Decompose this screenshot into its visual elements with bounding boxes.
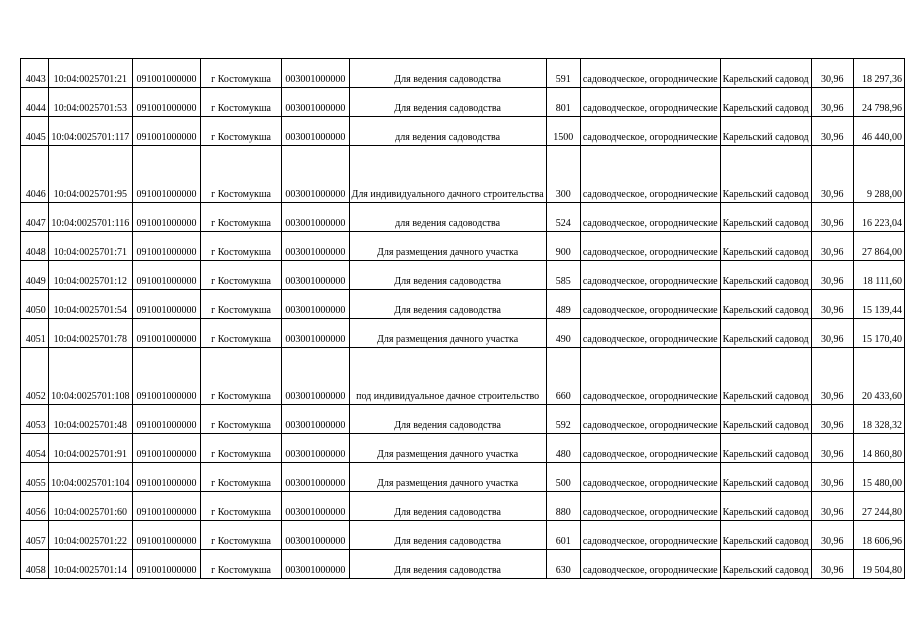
cadastral-value-cell: 9 288,00: [853, 146, 904, 203]
table-row: [21, 290, 905, 319]
plot-area-cell: 500: [546, 463, 580, 492]
land-category-cell: садоводческое, огороднические: [580, 319, 720, 348]
oktmo-code-cell: 003001000000: [282, 261, 349, 290]
cadastral-number-cell: 10:04:0025701:60: [48, 492, 132, 521]
row-number-cell: 4050: [21, 290, 49, 319]
cadastral-value-cell: 18 297,36: [853, 59, 904, 88]
oktmo-code-cell: 003001000000: [282, 434, 349, 463]
owner-name-cell: Карельский садовод: [720, 203, 811, 232]
land-use-purpose-cell: Для ведения садоводства: [349, 290, 546, 319]
table-row: [21, 348, 905, 405]
oktmo-code-cell: 003001000000: [282, 88, 349, 117]
plot-area-cell: 601: [546, 521, 580, 550]
land-category-cell: садоводческое, огороднические: [580, 290, 720, 319]
land-use-purpose-cell: Для ведения садоводства: [349, 405, 546, 434]
table-row: [21, 59, 905, 88]
land-use-purpose-cell: для ведения садоводства: [349, 117, 546, 146]
cadastral-number-cell: 10:04:0025701:71: [48, 232, 132, 261]
cadastral-number-cell: 10:04:0025701:53: [48, 88, 132, 117]
land-category-cell: садоводческое, огороднические: [580, 405, 720, 434]
land-use-purpose-cell: Для ведения садоводства: [349, 492, 546, 521]
okato-code-cell: 091001000000: [132, 88, 200, 117]
owner-name-cell: Карельский садовод: [720, 319, 811, 348]
owner-name-cell: Карельский садовод: [720, 88, 811, 117]
owner-name-cell: Карельский садовод: [720, 405, 811, 434]
row-number-cell: 4058: [21, 550, 49, 579]
land-category-cell: садоводческое, огороднические: [580, 203, 720, 232]
land-use-purpose-cell: Для ведения садоводства: [349, 88, 546, 117]
land-category-cell: садоводческое, огороднические: [580, 261, 720, 290]
land-category-cell: садоводческое, огороднические: [580, 232, 720, 261]
tax-rate-cell: 30,96: [811, 290, 853, 319]
owner-name-cell: Карельский садовод: [720, 492, 811, 521]
okato-code-cell: 091001000000: [132, 319, 200, 348]
oktmo-code-cell: 003001000000: [282, 492, 349, 521]
tax-rate-cell: 30,96: [811, 261, 853, 290]
cadastral-number-cell: 10:04:0025701:12: [48, 261, 132, 290]
cadastral-number-cell: 10:04:0025701:22: [48, 521, 132, 550]
oktmo-code-cell: 003001000000: [282, 290, 349, 319]
settlement-cell: г Костомукша: [200, 146, 281, 203]
cadastral-value-cell: 18 328,32: [853, 405, 904, 434]
row-number-cell: 4044: [21, 88, 49, 117]
settlement-cell: г Костомукша: [200, 88, 281, 117]
okato-code-cell: 091001000000: [132, 405, 200, 434]
oktmo-code-cell: 003001000000: [282, 521, 349, 550]
row-number-cell: 4053: [21, 405, 49, 434]
okato-code-cell: 091001000000: [132, 59, 200, 88]
tax-rate-cell: 30,96: [811, 232, 853, 261]
settlement-cell: г Костомукша: [200, 232, 281, 261]
settlement-cell: г Костомукша: [200, 59, 281, 88]
settlement-cell: г Костомукша: [200, 463, 281, 492]
tax-rate-cell: 30,96: [811, 59, 853, 88]
oktmo-code-cell: 003001000000: [282, 348, 349, 405]
land-category-cell: садоводческое, огороднические: [580, 117, 720, 146]
settlement-cell: г Костомукша: [200, 492, 281, 521]
oktmo-code-cell: 003001000000: [282, 550, 349, 579]
settlement-cell: г Костомукша: [200, 319, 281, 348]
cadastral-value-cell: 18 111,60: [853, 261, 904, 290]
cadastral-number-cell: 10:04:0025701:91: [48, 434, 132, 463]
tax-rate-cell: 30,96: [811, 463, 853, 492]
settlement-cell: г Костомукша: [200, 434, 281, 463]
land-use-purpose-cell: Для ведения садоводства: [349, 550, 546, 579]
okato-code-cell: 091001000000: [132, 492, 200, 521]
land-use-purpose-cell: Для размещения дачного участка: [349, 434, 546, 463]
land-category-cell: садоводческое, огороднические: [580, 88, 720, 117]
tax-rate-cell: 30,96: [811, 88, 853, 117]
cadastral-number-cell: 10:04:0025701:48: [48, 405, 132, 434]
table-row: [21, 261, 905, 290]
okato-code-cell: 091001000000: [132, 521, 200, 550]
table-row: [21, 492, 905, 521]
tax-rate-cell: 30,96: [811, 146, 853, 203]
land-category-cell: садоводческое, огороднические: [580, 492, 720, 521]
land-use-purpose-cell: Для размещения дачного участка: [349, 232, 546, 261]
cadastral-value-cell: 46 440,00: [853, 117, 904, 146]
okato-code-cell: 091001000000: [132, 117, 200, 146]
okato-code-cell: 091001000000: [132, 434, 200, 463]
land-category-cell: садоводческое, огороднические: [580, 348, 720, 405]
settlement-cell: г Костомукша: [200, 290, 281, 319]
plot-area-cell: 592: [546, 405, 580, 434]
owner-name-cell: Карельский садовод: [720, 261, 811, 290]
cadastral-number-cell: 10:04:0025701:95: [48, 146, 132, 203]
row-number-cell: 4051: [21, 319, 49, 348]
tax-rate-cell: 30,96: [811, 550, 853, 579]
land-category-cell: садоводческое, огороднические: [580, 550, 720, 579]
settlement-cell: г Костомукша: [200, 348, 281, 405]
table-row: [21, 521, 905, 550]
settlement-cell: г Костомукша: [200, 261, 281, 290]
oktmo-code-cell: 003001000000: [282, 203, 349, 232]
owner-name-cell: Карельский садовод: [720, 117, 811, 146]
row-number-cell: 4049: [21, 261, 49, 290]
plot-area-cell: 480: [546, 434, 580, 463]
land-category-cell: садоводческое, огороднические: [580, 434, 720, 463]
plot-area-cell: 880: [546, 492, 580, 521]
plot-area-cell: 660: [546, 348, 580, 405]
cadastral-number-cell: 10:04:0025701:116: [48, 203, 132, 232]
owner-name-cell: Карельский садовод: [720, 59, 811, 88]
settlement-cell: г Костомукша: [200, 405, 281, 434]
land-category-cell: садоводческое, огороднические: [580, 521, 720, 550]
cadastral-value-cell: 15 480,00: [853, 463, 904, 492]
tax-rate-cell: 30,96: [811, 434, 853, 463]
cadastral-value-cell: 20 433,60: [853, 348, 904, 405]
land-use-purpose-cell: Для ведения садоводства: [349, 59, 546, 88]
okato-code-cell: 091001000000: [132, 203, 200, 232]
tax-rate-cell: 30,96: [811, 521, 853, 550]
oktmo-code-cell: 003001000000: [282, 232, 349, 261]
cadastral-number-cell: 10:04:0025701:54: [48, 290, 132, 319]
land-category-cell: садоводческое, огороднические: [580, 463, 720, 492]
owner-name-cell: Карельский садовод: [720, 146, 811, 203]
plot-area-cell: 630: [546, 550, 580, 579]
tax-rate-cell: 30,96: [811, 319, 853, 348]
cadastral-value-cell: 18 606,96: [853, 521, 904, 550]
oktmo-code-cell: 003001000000: [282, 319, 349, 348]
row-number-cell: 4055: [21, 463, 49, 492]
land-use-purpose-cell: под индивидуальное дачное строительство: [349, 348, 546, 405]
owner-name-cell: Карельский садовод: [720, 290, 811, 319]
okato-code-cell: 091001000000: [132, 146, 200, 203]
land-use-purpose-cell: Для размещения дачного участка: [349, 463, 546, 492]
table-row: [21, 232, 905, 261]
settlement-cell: г Костомукша: [200, 521, 281, 550]
land-plots-table: [20, 58, 905, 579]
land-use-purpose-cell: Для индивидуального дачного строительства: [349, 146, 546, 203]
tax-rate-cell: 30,96: [811, 405, 853, 434]
cadastral-value-cell: 27 864,00: [853, 232, 904, 261]
okato-code-cell: 091001000000: [132, 290, 200, 319]
settlement-cell: г Костомукша: [200, 550, 281, 579]
tax-rate-cell: 30,96: [811, 348, 853, 405]
owner-name-cell: Карельский садовод: [720, 521, 811, 550]
oktmo-code-cell: 003001000000: [282, 405, 349, 434]
table-row: [21, 319, 905, 348]
settlement-cell: г Костомукша: [200, 203, 281, 232]
cadastral-value-cell: 14 860,80: [853, 434, 904, 463]
land-use-purpose-cell: Для ведения садоводства: [349, 261, 546, 290]
plot-area-cell: 490: [546, 319, 580, 348]
plot-area-cell: 900: [546, 232, 580, 261]
row-number-cell: 4054: [21, 434, 49, 463]
table-row: [21, 405, 905, 434]
plot-area-cell: 585: [546, 261, 580, 290]
cadastral-value-cell: 15 139,44: [853, 290, 904, 319]
land-use-purpose-cell: Для ведения садоводства: [349, 521, 546, 550]
land-category-cell: садоводческое, огороднические: [580, 59, 720, 88]
plot-area-cell: 591: [546, 59, 580, 88]
row-number-cell: 4046: [21, 146, 49, 203]
oktmo-code-cell: 003001000000: [282, 463, 349, 492]
cadastral-value-cell: 15 170,40: [853, 319, 904, 348]
okato-code-cell: 091001000000: [132, 232, 200, 261]
table-row: [21, 434, 905, 463]
cadastral-number-cell: 10:04:0025701:104: [48, 463, 132, 492]
owner-name-cell: Карельский садовод: [720, 463, 811, 492]
cadastral-number-cell: 10:04:0025701:117: [48, 117, 132, 146]
land-use-purpose-cell: Для размещения дачного участка: [349, 319, 546, 348]
plot-area-cell: 1500: [546, 117, 580, 146]
owner-name-cell: Карельский садовод: [720, 550, 811, 579]
table-body: [21, 59, 905, 579]
okato-code-cell: 091001000000: [132, 348, 200, 405]
table-row: [21, 117, 905, 146]
table-row: [21, 203, 905, 232]
cadastral-number-cell: 10:04:0025701:14: [48, 550, 132, 579]
row-number-cell: 4052: [21, 348, 49, 405]
oktmo-code-cell: 003001000000: [282, 146, 349, 203]
cadastral-value-cell: 16 223,04: [853, 203, 904, 232]
tax-rate-cell: 30,96: [811, 117, 853, 146]
okato-code-cell: 091001000000: [132, 550, 200, 579]
cadastral-number-cell: 10:04:0025701:78: [48, 319, 132, 348]
oktmo-code-cell: 003001000000: [282, 117, 349, 146]
plot-area-cell: 801: [546, 88, 580, 117]
okato-code-cell: 091001000000: [132, 463, 200, 492]
table-row: [21, 550, 905, 579]
oktmo-code-cell: 003001000000: [282, 59, 349, 88]
cadastral-number-cell: 10:04:0025701:21: [48, 59, 132, 88]
land-use-purpose-cell: для ведения садоводства: [349, 203, 546, 232]
cadastral-value-cell: 19 504,80: [853, 550, 904, 579]
owner-name-cell: Карельский садовод: [720, 232, 811, 261]
row-number-cell: 4045: [21, 117, 49, 146]
owner-name-cell: Карельский садовод: [720, 348, 811, 405]
row-number-cell: 4047: [21, 203, 49, 232]
tax-rate-cell: 30,96: [811, 203, 853, 232]
plot-area-cell: 489: [546, 290, 580, 319]
row-number-cell: 4057: [21, 521, 49, 550]
row-number-cell: 4056: [21, 492, 49, 521]
cadastral-number-cell: 10:04:0025701:108: [48, 348, 132, 405]
tax-rate-cell: 30,96: [811, 492, 853, 521]
cadastral-value-cell: 24 798,96: [853, 88, 904, 117]
settlement-cell: г Костомукша: [200, 117, 281, 146]
row-number-cell: 4048: [21, 232, 49, 261]
cadastral-value-cell: 27 244,80: [853, 492, 904, 521]
table-row: [21, 146, 905, 203]
owner-name-cell: Карельский садовод: [720, 434, 811, 463]
table-row: [21, 463, 905, 492]
plot-area-cell: 524: [546, 203, 580, 232]
okato-code-cell: 091001000000: [132, 261, 200, 290]
plot-area-cell: 300: [546, 146, 580, 203]
row-number-cell: 4043: [21, 59, 49, 88]
table-row: [21, 88, 905, 117]
land-category-cell: садоводческое, огороднические: [580, 146, 720, 203]
